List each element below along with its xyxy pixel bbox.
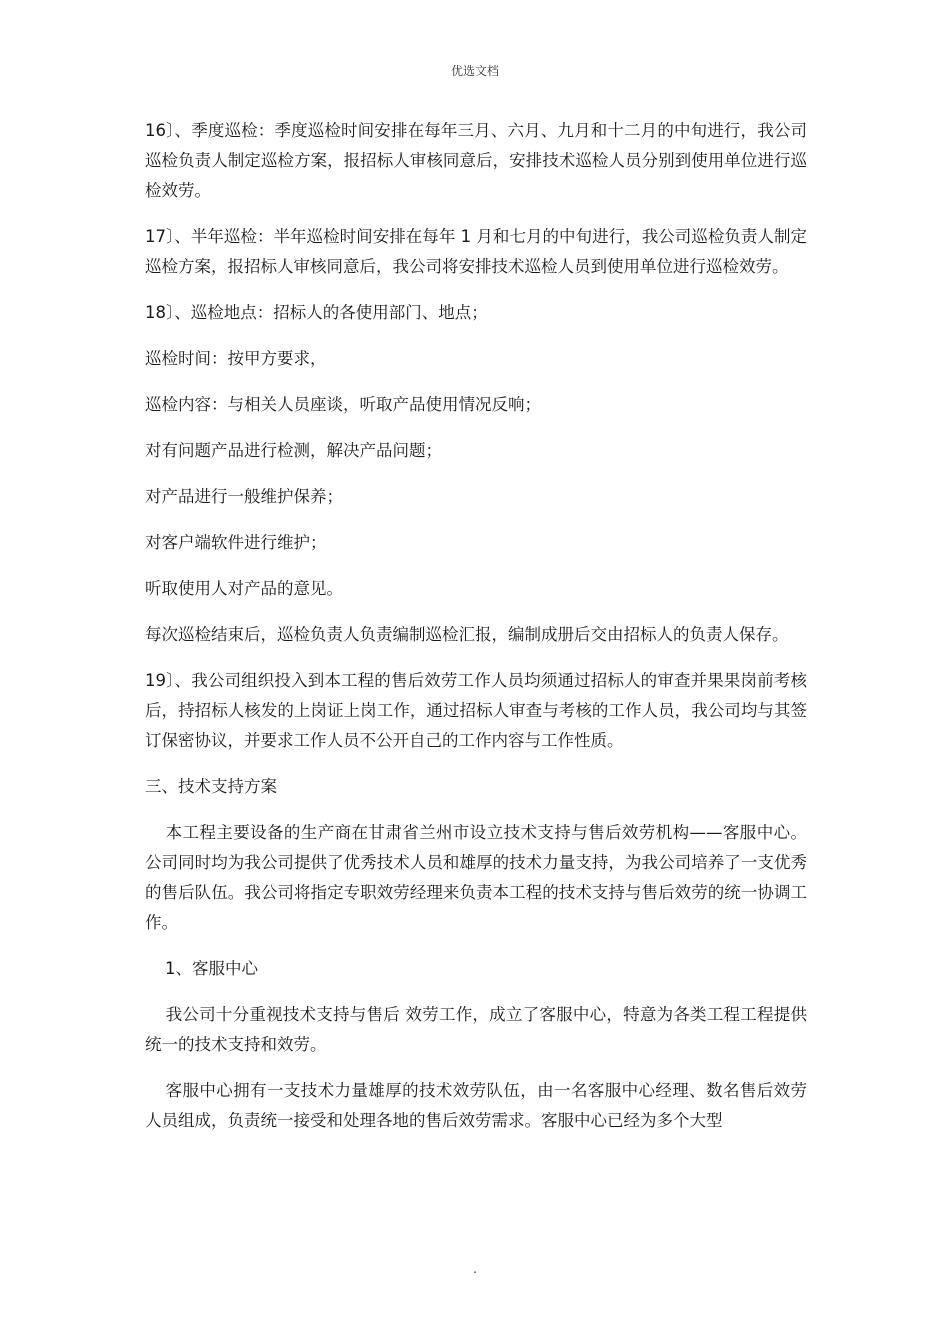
paragraph-half-year-inspection: 17〕、半年巡检：半年巡检时间安排在每年 1 月和七月的中旬进行，我公司巡检负责人制定巡检方案，报招标人审核同意后，我公司将安排技术巡检人员到使用单位进行巡检效劳。 xyxy=(145,227,807,276)
paragraph-product-maintenance: 对产品进行一般维护保养； xyxy=(145,487,343,506)
paragraph-service-team: 客服中心拥有一支技术力量雄厚的技术效劳队伍，由一名客服中心经理、数名售后效劳人员组成，负责统一接受和处理各地的售后效劳需求。客服中心已经为多个大型 xyxy=(145,1081,807,1130)
paragraph-inspection-location: 18〕、巡检地点：招标人的各使用部门、地点； xyxy=(145,303,488,322)
paragraph-staff-review: 19〕、我公司组织投入到本工程的售后效劳工作人员均须通过招标人的审查并果果岗前考核后，持招标人核发的上岗证上岗工作，通过招标人审查与考核的工作人员，我公司均与其签订保密协议，并要求工作人员不公开自己的工作内容与工作性质。 xyxy=(145,671,807,750)
subheading-service-center: 1、客服中心 xyxy=(165,959,258,978)
section-heading-tech-support: 三、技术支持方案 xyxy=(145,777,277,796)
paragraph-inspection-time: 巡检时间：按甲方要求， xyxy=(145,349,327,368)
paragraph-software-maintenance: 对客户端软件进行维护； xyxy=(145,533,327,552)
paragraph-quarterly-inspection: 16〕、季度巡检：季度巡检时间安排在每年三月、六月、九月和十二月的中旬进行，我公司巡检负责人制定巡检方案，报招标人审核同意后，安排技术巡检人员分别到使用单位进行巡检效劳。 xyxy=(145,121,807,200)
page-footer-mark: . xyxy=(473,1262,477,1276)
paragraph-manufacturer-support: 本工程主要设备的生产商在甘肃省兰州市设立技术支持与售后效劳机构——客服中心。公司同时均为我公司提供了优秀技术人员和雄厚的技术力量支持，为我公司培养了一支优秀的售后队伍。我公司将指定专职效劳经理来负责本工程的技术支持与售后效劳的统一协调工作。 xyxy=(145,823,807,932)
paragraph-inspection-content: 巡检内容：与相关人员座谈，听取产品使用情况反响； xyxy=(145,395,541,414)
page-header: 优选文档 xyxy=(450,64,499,78)
document-body xyxy=(145,116,807,1152)
paragraph-inspection-report: 每次巡检结束后，巡检负责人负责编制巡检汇报，编制成册后交由招标人的负责人保存。 xyxy=(145,625,789,644)
paragraph-service-center-intro: 我公司十分重视技术支持与售后 效劳工作，成立了客服中心，特意为各类工程工程提供统一的技术支持和效劳。 xyxy=(145,1005,807,1054)
paragraph-user-feedback: 听取使用人对产品的意见。 xyxy=(145,579,343,598)
paragraph-product-testing: 对有问题产品进行检测，解决产品问题； xyxy=(145,441,442,460)
